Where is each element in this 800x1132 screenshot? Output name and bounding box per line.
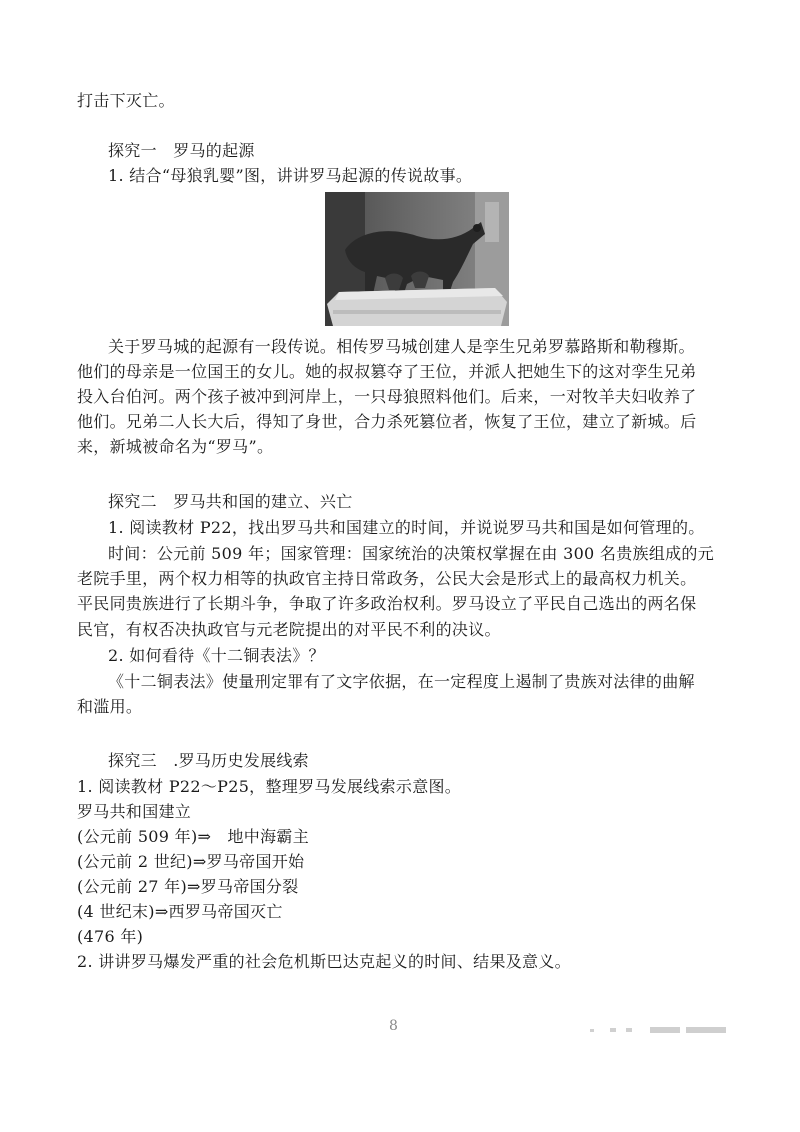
timeline-line: (4 世纪末)⇒西罗马帝国灭亡 xyxy=(77,902,283,921)
text-line: 打击下灭亡。 xyxy=(77,91,175,110)
timeline-line: (公元前 509 年)⇒ 地中海霸主 xyxy=(77,827,310,846)
paragraph-line: 他们的母亲是一位国王的女儿。她的叔叔篡夺了王位，并派人把她生下的这对孪生兄弟 xyxy=(77,362,697,381)
timeline-line: 罗马共和国建立 xyxy=(77,802,192,821)
paragraph-line: 投入台伯河。两个孩子被冲到河岸上，一只母狼照料他们。后来，一对牧羊夫妇收养了 xyxy=(77,387,697,406)
paragraph-line: 来，新城被命名为“罗马”。 xyxy=(77,437,274,456)
timeline-line: (476 年) xyxy=(77,927,144,946)
section-heading-2: 探究二 罗马共和国的建立、兴亡 xyxy=(108,492,353,511)
question-line: 1. 结合“母狼乳婴”图，讲讲罗马起源的传说故事。 xyxy=(108,166,473,185)
she-wolf-statue-photo xyxy=(325,192,509,326)
answer-line: 民官，有权否决执政官与元老院提出的对平民不利的决议。 xyxy=(77,620,501,639)
answer-line: 时间：公元前 509 年；国家管理：国家统治的决策权掌握在由 300 名贵族组成的元 xyxy=(108,544,715,563)
timeline-line: (公元前 2 世纪)⇒罗马帝国开始 xyxy=(77,852,305,871)
question-line: 1. 阅读教材 P22，找出罗马共和国建立的时间，并说说罗马共和国是如何管理的。 xyxy=(108,518,705,537)
footer-watermark xyxy=(590,1020,740,1030)
answer-line: 和滥用。 xyxy=(77,697,143,716)
page-number: 8 xyxy=(389,1018,398,1034)
paragraph-line: 关于罗马城的起源有一段传说。相传罗马城创建人是孪生兄弟罗慕路斯和勒穆斯。 xyxy=(108,337,695,356)
section-heading-3: 探究三 .罗马历史发展线索 xyxy=(108,751,309,770)
answer-line: 老院手里，两个权力相等的执政官主持日常政务，公民大会是形式上的最高权力机关。 xyxy=(77,569,697,588)
question-line: 2. 讲讲罗马爆发严重的社会危机斯巴达克起义的时间、结果及意义。 xyxy=(77,952,571,971)
paragraph-line: 他们。兄弟二人长大后，得知了身世，合力杀死篡位者，恢复了王位，建立了新城。后 xyxy=(77,412,697,431)
answer-line: 平民同贵族进行了长期斗争，争取了许多政治权利。罗马设立了平民自己选出的两名保 xyxy=(77,594,697,613)
timeline-line: (公元前 27 年)⇒罗马帝国分裂 xyxy=(77,877,299,896)
section-heading-1: 探究一 罗马的起源 xyxy=(108,141,255,160)
question-line: 2. 如何看待《十二铜表法》？ xyxy=(108,646,325,665)
answer-line: 《十二铜表法》使量刑定罪有了文字依据，在一定程度上遏制了贵族对法律的曲解 xyxy=(108,672,695,691)
question-line: 1. 阅读教材 P22～P25，整理罗马发展线索示意图。 xyxy=(77,777,462,796)
